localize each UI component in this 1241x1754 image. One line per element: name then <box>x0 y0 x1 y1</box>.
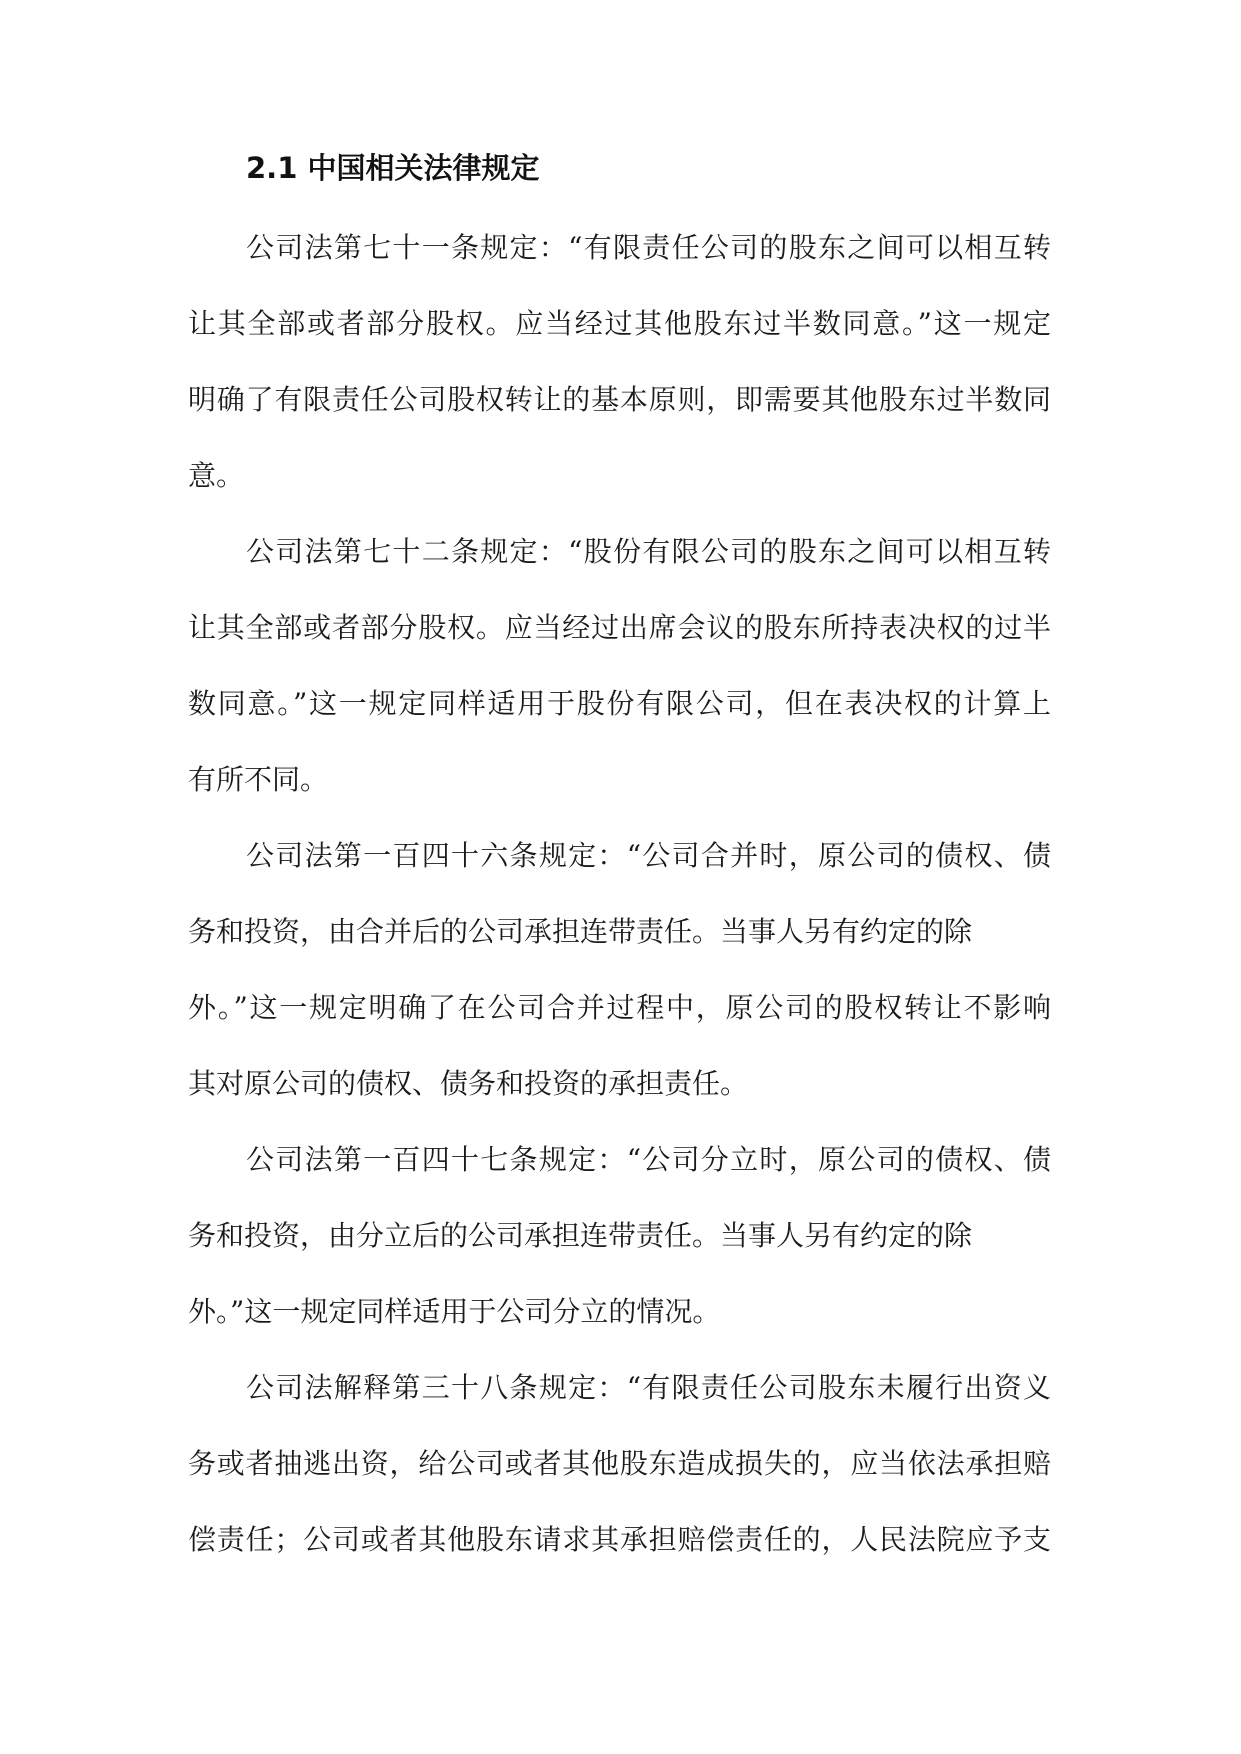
text-line: 务和投资，由合并后的公司承担连带责任。当事人另有约定的除 <box>188 915 973 948</box>
text-line: 外。”这一规定同样适用于公司分立的情况。 <box>188 1295 721 1328</box>
section-heading: 2.1 中国相关法律规定 <box>246 151 540 185</box>
text-line: 务或者抽逃出资，给公司或者其他股东造成损失的，应当依法承担赔 <box>188 1447 1051 1480</box>
text-line: 偿责任；公司或者其他股东请求其承担赔偿责任的，人民法院应予支 <box>188 1523 1051 1556</box>
text-line: 公司法第七十二条规定：“股份有限公司的股东之间可以相互转 <box>246 535 1051 568</box>
text-line: 外。”这一规定明确了在公司合并过程中，原公司的股权转让不影响 <box>188 991 1051 1024</box>
text-line: 有所不同。 <box>188 763 329 796</box>
text-line: 让其全部或者部分股权。应当经过出席会议的股东所持表决权的过半 <box>188 611 1051 644</box>
text-line: 公司法第一百四十七条规定：“公司分立时，原公司的债权、债 <box>246 1143 1051 1176</box>
text-line: 明确了有限责任公司股权转让的基本原则，即需要其他股东过半数同 <box>188 383 1051 416</box>
text-line: 公司法第七十一条规定：“有限责任公司的股东之间可以相互转 <box>246 231 1051 264</box>
text-line: 公司法第一百四十六条规定：“公司合并时，原公司的债权、债 <box>246 839 1051 872</box>
text-line: 其对原公司的债权、债务和投资的承担责任。 <box>188 1067 749 1100</box>
text-line: 公司法解释第三十八条规定：“有限责任公司股东未履行出资义 <box>246 1371 1051 1404</box>
text-line: 让其全部或者部分股权。应当经过其他股东过半数同意。”这一规定 <box>188 307 1051 340</box>
text-line: 务和投资，由分立后的公司承担连带责任。当事人另有约定的除 <box>188 1219 973 1252</box>
text-line: 意。 <box>188 459 245 492</box>
text-line: 数同意。”这一规定同样适用于股份有限公司，但在表决权的计算上 <box>188 687 1051 720</box>
